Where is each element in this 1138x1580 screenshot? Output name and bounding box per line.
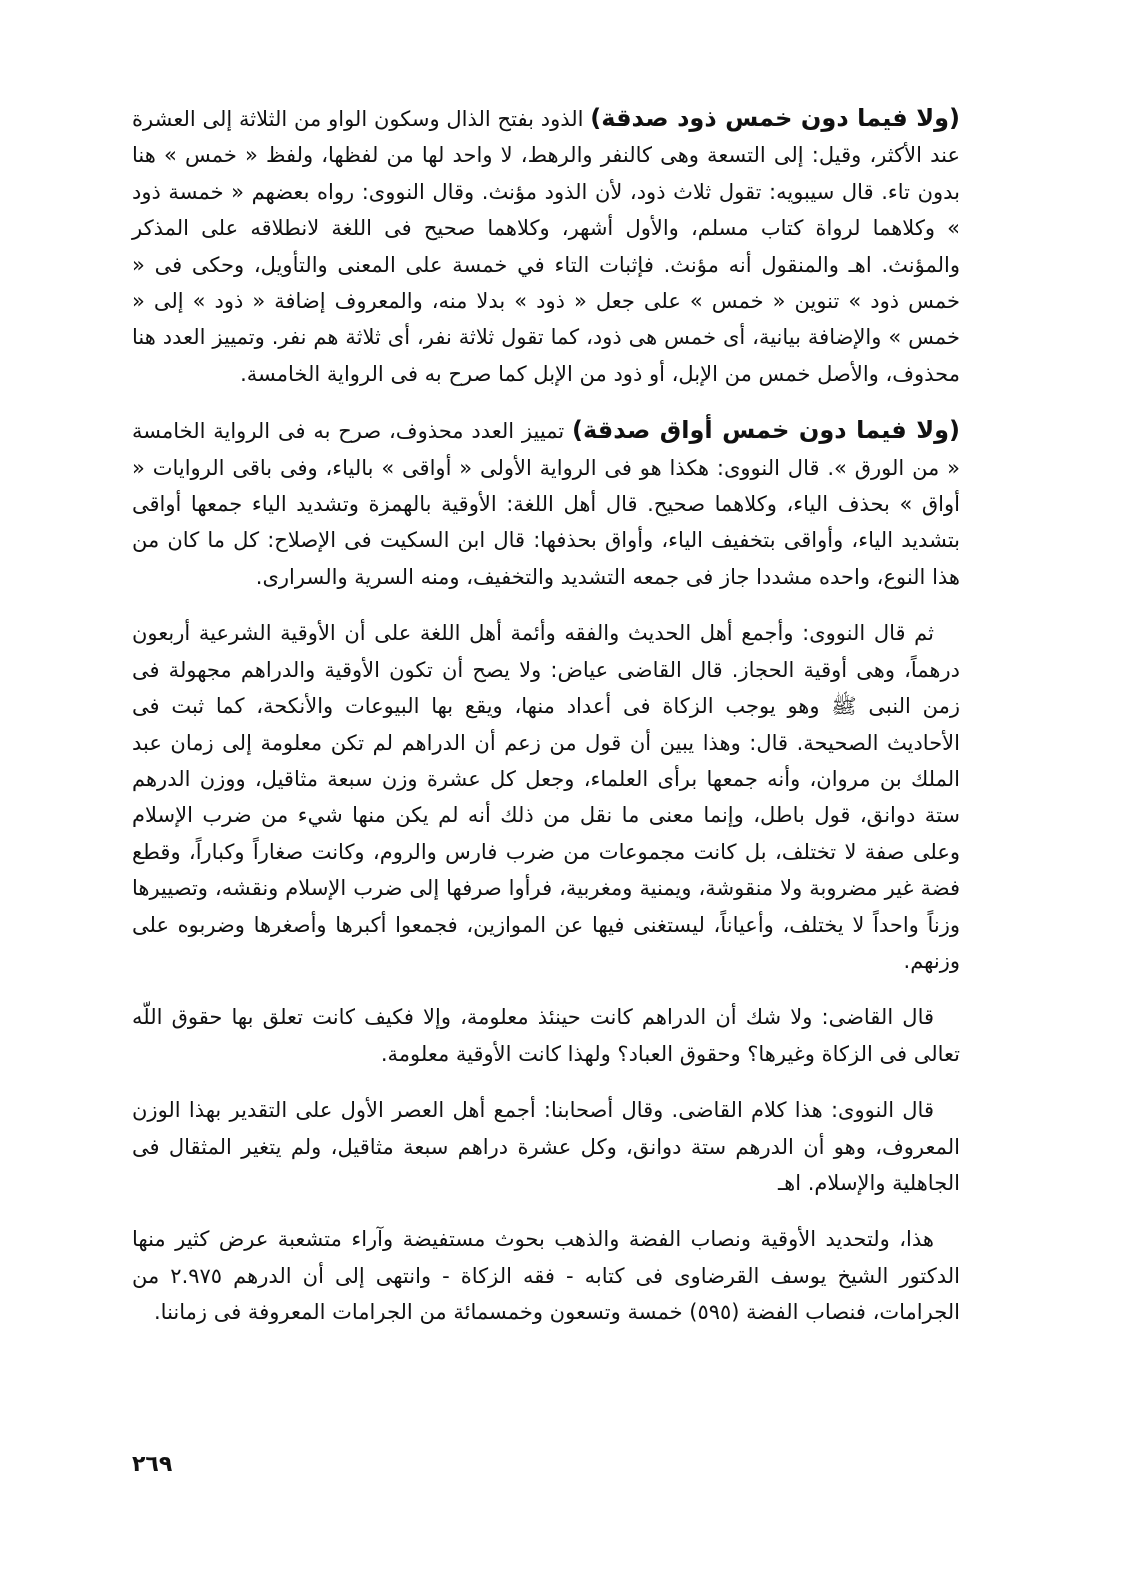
paragraph-khams-dhawd (132, 100, 960, 392)
paragraph-text: الذود بفتح الذال وسكون الواو من الثلاثة إلى العشرة عند الأكثر، وقيل: إلى التسعة وهى كالنفر والرهط، لا واحد لها من لفظها، ولفظ « خمس » هنا بدون تاء. قال سيبويه: تقول ثلاث ذود، لأن الذود مؤنث. وقال النووى: رواه بعضهم « خمسة ذود » وكلاهما لرواة كتاب مسلم، والأول أشهر، وكلاهما صحيح فى اللغة لانطلاقه على المذكر والمؤنث. اهـ والمنقول أنه مؤنث. فإثبات التاء في خمسة على المعنى والتأويل، وحكى فى « خمس ذود » تنوين « خمس » على جعل « ذود » بدلا منه، والمعروف إضافة « ذود » إلى « خمس » والإضافة بيانية، أى خمس هى ذود، كما تقول ثلاثة نفر، أى ثلاثة هم نفر. وتمييز العدد هنا محذوف، والأصل خمس من الإبل، أو ذود من الإبل كما صرح به فى الرواية الخامسة. (132, 107, 960, 386)
paragraph-qadi-statement (132, 999, 960, 1072)
paragraph-text: ثم قال النووى: وأجمع أهل الحديث والفقه وأئمة أهل اللغة على أن الأوقية الشرعية أربعون درهماً، وهى أوقية الحجاز. قال القاضى عياض: ولا يصح أن تكون الأوقية والدراهم مجهولة فى زمن النبى ﷺ وهو يوجب الزكاة فى أعداد منها، ويقع بها البيوعات والأنكحة، كما ثبت فى الأحاديث الصحيحة. قال: وهذا يبين أن قول من زعم أن الدراهم لم تكن معلومة إلى زمان عبد الملك بن مروان، وأنه جمعها برأى العلماء، وجعل كل عشرة وزن سبعة مثاقيل، ووزن الدرهم ستة دوانق، قول باطل، وإنما معنى ما نقل من ذلك أنه لم يكن منها شيء من ضرب الإسلام وعلى صفة لا تختلف، بل كانت مجموعات من ضرب فارس والروم، وكانت صغاراً وكباراً، وقطع فضة غير مضروبة ولا منقوشة، ويمنية ومغربية، فرأوا صرفها إلى ضرب الإسلام ونقشه، وتصييرها وزناً واحداً لا يختلف، وأعياناً، ليستغنى فيها عن الموازين، فجمعوا أكبرها وأصغرها وضربوه على وزنهم. (132, 621, 960, 973)
paragraph-nawawi-consensus (132, 615, 960, 979)
paragraph-text: قال القاضى: ولا شك أن الدراهم كانت حينئذ معلومة، وإلا فكيف كانت تعلق بها حقوق اللّه تعالى فى الزكاة وغيرها؟ وحقوق العباد؟ ولهذا كانت الأوقية معلومة. (132, 1005, 960, 1066)
hadith-phrase-heading: (ولا فيما دون خمس ذود صدقة) (590, 104, 961, 132)
paragraph-text: هذا، ولتحديد الأوقية ونصاب الفضة والذهب بحوث مستفيضة وآراء متشعبة عرض كثير منها الدكتور الشيخ يوسف القرضاوى فى كتابه - فقه الزكاة - وانتهى إلى أن الدرهم ٢.٩٧٥ من الجرامات، فنصاب الفضة (٥٩٥) خمسة وتسعون وخمسمائة من الجرامات المعروفة فى زماننا. (132, 1227, 960, 1325)
page-number: ٢٦٩ (132, 1452, 173, 1477)
paragraph-nawawi-conclusion (132, 1092, 960, 1201)
hadith-phrase-heading: (ولا فيما دون خمس أواق صدقة) (571, 416, 960, 445)
paragraph-text: تمييز العدد محذوف، صرح به فى الرواية الخامسة « من الورق ». قال النووى: هكذا هو فى الرواية الأولى « أواقى » بالياء، وفى باقى الروايات « أواق » بحذف الياء، وكلاهما صحيح. قال أهل اللغة: الأوقية بالهمزة وتشديد الياء جمعها أواقى بتشديد الياء، وأواقى بتخفيف الياء، وأواق بحذفها: قال ابن السكيت فى الإصلاح: كل ما كان من هذا النوع، واحده مشددا جاز فى جمعه التشديد والتخفيف، ومنه السرية والسرارى. (132, 419, 960, 589)
page-body (132, 100, 960, 1351)
paragraph-text: قال النووى: هذا كلام القاضى. وقال أصحابنا: أجمع أهل العصر الأول على التقدير بهذا الوزن المعروف، وهو أن الدرهم ستة دوانق، وكل عشرة دراهم سبعة مثاقيل، ولم يتغير المثقال فى الجاهلية والإسلام. اهـ (132, 1098, 960, 1195)
paragraph-khams-awaq (132, 412, 960, 595)
paragraph-nisab-fidda (132, 1221, 960, 1330)
